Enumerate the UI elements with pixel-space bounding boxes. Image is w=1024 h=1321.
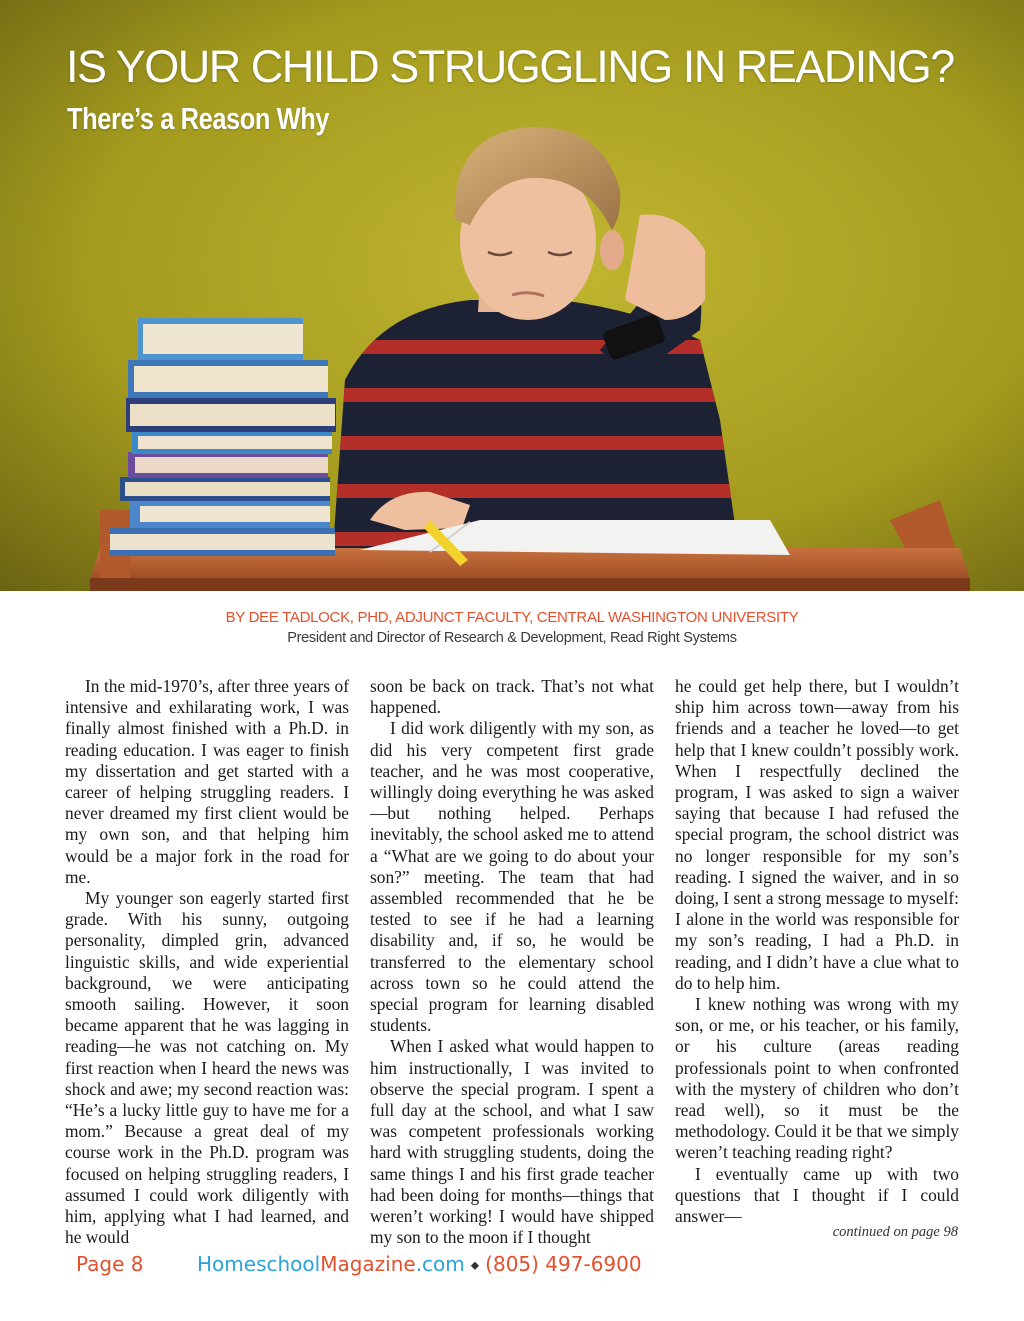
paragraph: My younger son eagerly started first grade. With his sunny, outgoing personality, dimpled grin, advanced linguistic skills, and wide experiential background, we were anticipating smooth sailing. However, it soon became apparent that he was lagging in reading—he was not catching on. My first reaction when I heard the news was shock and awe; my second reaction was: “He’s a lucky little guy to have me for a mom.” Because a great deal of my course work in the Ph.D. program was focused on helping struggling readers, I assumed I could work diligently with him, applying what I had learned, and he would: [65, 888, 349, 1248]
article-column-2: [370, 676, 654, 1248]
page-number-value: 8: [130, 1252, 144, 1276]
diamond-separator-icon: ⬥: [470, 1258, 480, 1272]
page-number: [76, 1254, 144, 1274]
page-title: IS YOUR CHILD STRUGGLING IN READING?: [66, 41, 954, 92]
site-link-part3[interactable]: .com: [415, 1252, 465, 1276]
paragraph: he could get help there, but I wouldn’t ship him across town—away from his friends and a teacher he loved—to get help that I knew couldn’t possibly work. When I respectfully declined the program, I was asked to sign a waiver saying that because I had refused the special program, the school district was no longer responsible for my son’s reading. I signed the waiver, and in so doing, I sent a strong message to myself: I alone in the world was responsible for my son’s reading, I had a Ph.D. in reading, and I didn’t have a clue what to do to help him.: [675, 676, 959, 993]
article-column-3: [675, 676, 959, 1227]
paragraph: In the mid-1970’s, after three years of intensive and exhilarating work, I was finally almost finished with a Ph.D. in reading education. I was eager to finish my dissertation and get started with a career of helping struggling readers. I never dreamed my first client would be my own son, and that helping him would be a major fork in the road for me.: [65, 676, 349, 887]
phone-number: (805) 497-6900: [485, 1252, 642, 1276]
paragraph: When I asked what would happen to him instructionally, I was invited to observe the special program. I spent a full day at the school, and what I saw was competent professionals working hard with struggling students, doing the same things I and his first grade teacher had been doing for months—things that weren’t working! I would have shipped my son to the moon if I thought: [370, 1036, 654, 1248]
site-link-part1[interactable]: Homeschool: [197, 1252, 321, 1276]
book-stack: [110, 318, 336, 556]
hero-photo: [0, 0, 1024, 591]
paragraph: I did work diligently with my son, as did his very competent first grade teacher, and he was most cooperative, willingly doing everything he was asked—but nothing helped. Perhaps inevitably, the school asked me to attend a “What are we going to do about your son?” meeting. The team that had assembled recommended that he be tested to see if he had a learning disability and, if so, he would be transferred to the elementary school across town so he could attend the special program for learning disabled students.: [370, 718, 654, 1036]
footer-contact: [197, 1254, 642, 1274]
author-byline: BY DEE TADLOCK, PHD, ADJUNCT FACULTY, CENTRAL WASHINGTON UNIVERSITY: [225, 609, 799, 626]
page-subtitle: There’s a Reason Why: [67, 101, 330, 136]
author-affiliation: President and Director of Research & Development, Read Right Systems: [287, 630, 737, 646]
site-link-part2[interactable]: Magazine: [320, 1252, 416, 1276]
paragraph: I eventually came up with two questions that I thought if I could answer—: [675, 1163, 959, 1227]
continued-note: continued on page 98: [832, 1224, 958, 1240]
article-column-1: [65, 676, 349, 1248]
paragraph: I knew nothing was wrong with my son, or me, or his teacher, or his family, or his culture (areas reading professionals point to when confronted with the mystery of children who don’t read well), so it must be the methodology. Could it be that we simply weren’t teaching reading right?: [675, 994, 959, 1163]
paragraph: soon be back on track. That’s not what happened.: [370, 676, 654, 718]
page-label: Page: [76, 1252, 131, 1276]
